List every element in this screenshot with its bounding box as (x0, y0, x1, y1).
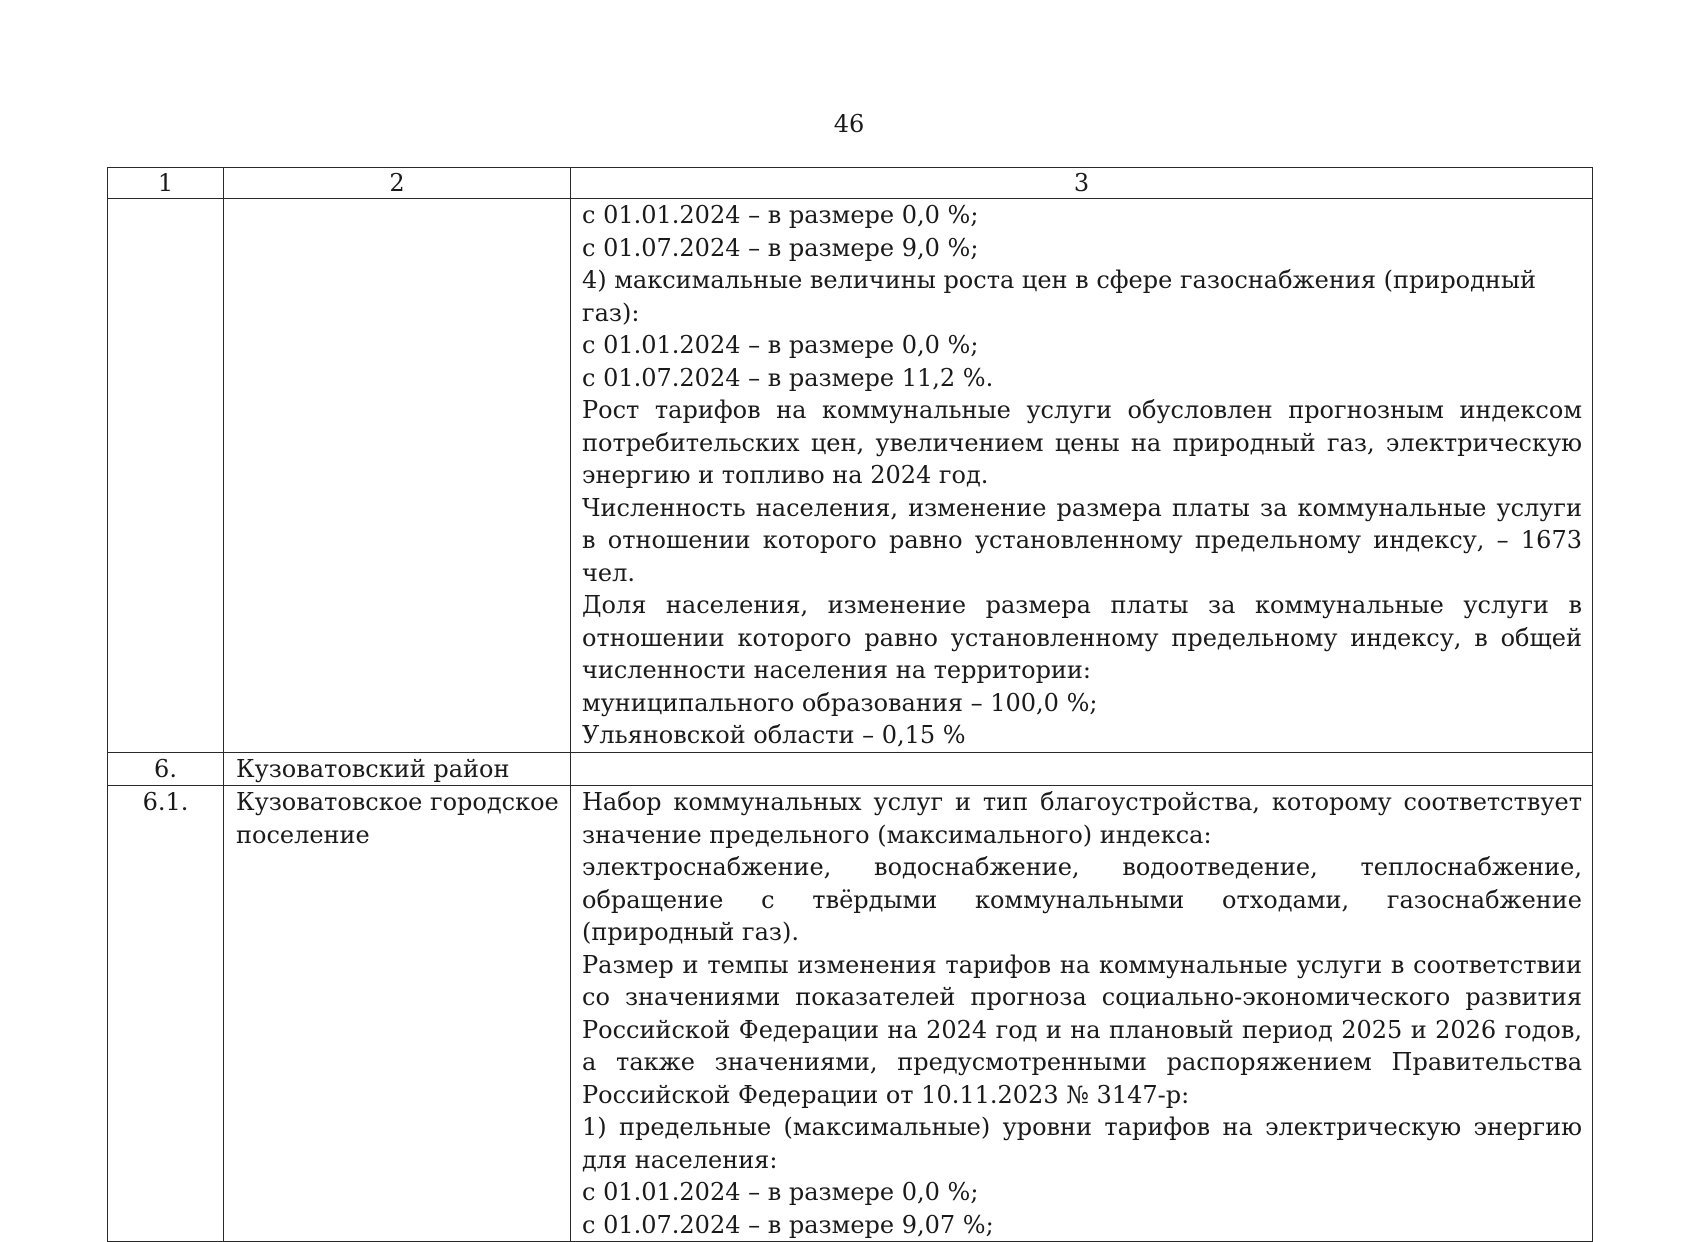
text-line: с 01.07.2024 – в размере 11,2 %. (582, 363, 994, 392)
header-col-2: 2 (224, 168, 571, 199)
text-paragraph: Набор коммунальных услуг и тип благоустройства, которому соответствует значение предельного (максимального) индекса: (582, 788, 1582, 849)
table-row-district (108, 752, 1593, 786)
subdivision-name: Кузоватовское городское поселение (224, 786, 571, 1242)
table-header-row (108, 168, 1593, 199)
table-row-subdivision (108, 786, 1593, 1242)
text-paragraph: Размер и темпы изменения тарифов на коммунальные услуги в соответствии со значениями показателей прогноза социально-экономического развития Российской Федерации на 2024 год и на плановый период 2025 и 2026 годов, а также значениями, предусмотренными распоряжением Правительства Российской Федерации от 10.11.2023 № 3147-р: (582, 950, 1582, 1109)
subdivision-num: 6.1. (108, 786, 224, 1242)
text-line: муниципального образования – 100,0 %; (582, 688, 1098, 717)
text-paragraph: электроснабжение, водоснабжение, водоотведение, теплоснабжение, обращение с твёрдыми коммунальными отходами, газоснабжение (природный газ). (582, 853, 1582, 946)
page-number: 46 (833, 110, 865, 138)
district-name: Кузоватовский район (224, 752, 571, 786)
text-line: Ульяновской области – 0,15 % (582, 721, 966, 749)
table-row-continuation (108, 199, 1593, 753)
text-paragraph: 1) предельные (максимальные) уровни тарифов на электрическую энергию для населения: (582, 1113, 1582, 1174)
text-paragraph: Численность населения, изменение размера платы за коммунальные услуги в отношении которого равно установленному предельному индексу, – 1673 чел. (582, 493, 1582, 587)
continuation-text-cell (571, 199, 1593, 753)
text-line: с 01.01.2024 – в размере 0,0 %; (582, 331, 979, 359)
district-num: 6. (108, 752, 224, 786)
text-line: с 01.01.2024 – в размере 0,0 %; (582, 1178, 979, 1206)
text-paragraph: Доля населения, изменение размера платы за коммунальные услуги в отношении которого равно установленному предельному индексу, в общей численности населения на территории: (582, 591, 1582, 684)
text-line: с 01.07.2024 – в размере 9,07 %; (582, 1210, 994, 1239)
subdivision-text-cell (571, 786, 1593, 1242)
header-col-3: 3 (571, 168, 1593, 199)
header-col-1: 1 (108, 168, 224, 199)
district-text-cell (571, 752, 1593, 786)
text-line: 4) максимальные величины роста цен в сфере газоснабжения (природный газ): (582, 266, 1536, 327)
text-paragraph: Рост тарифов на коммунальные услуги обусловлен прогнозным индексом потребительских цен, увеличением цены на природный газ, электрическую энергию и топливо на 2024 год. (582, 396, 1582, 489)
continuation-num-cell (108, 199, 224, 753)
continuation-name-cell (224, 199, 571, 753)
tariff-table (107, 167, 1593, 1242)
text-line: с 01.01.2024 – в размере 0,0 %; (582, 201, 979, 229)
text-line: с 01.07.2024 – в размере 9,0 %; (582, 233, 979, 262)
